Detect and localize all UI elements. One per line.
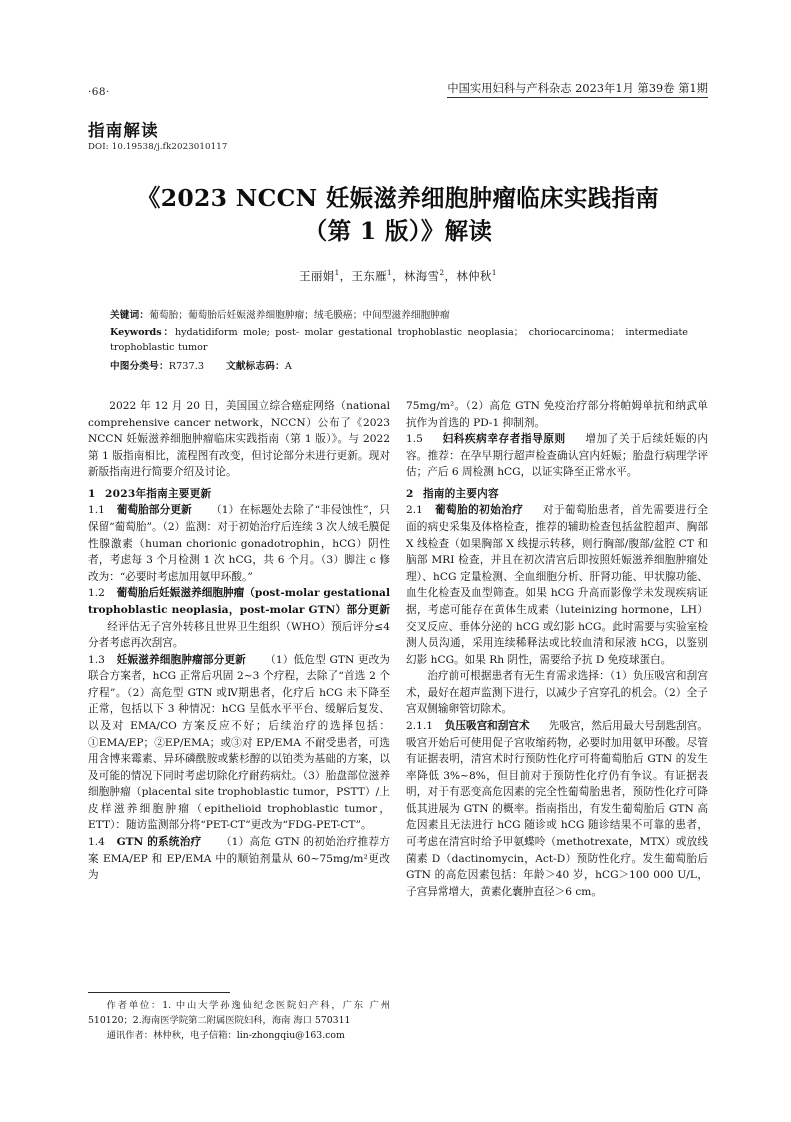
subsection-1-5-number: 1.5	[406, 433, 423, 446]
subsection-1-1-text: （1）在标题处去除了“非侵蚀性”，只保留“葡萄胎”。（2）监测：对于初始治疗后连续 3 次人绒毛膜促性腺激素（human chorionic gonadotrophin，hCG）阴性者，考虑每 3 个月检测 1 次 hCG，共 6 个月。（3）脚注 c 修改为：“必要时考虑加用氨甲环酸。”	[88, 504, 390, 583]
body-column-left	[88, 398, 390, 884]
subsection-1-2-text: 经评估无子宫外转移且世界卫生组织（WHO）预后评分≤4 分者考虑再次刮宫。	[88, 620, 390, 650]
subsection-1-5-title: 妇科疾病幸存者指导原则	[442, 433, 566, 446]
subsection-1-3-number: 1.3	[88, 653, 105, 666]
subsection-1-3-text: （1）低危型 GTN 更改为联合方案者，hCG 正常后巩固 2~3 个疗程，去除了“首选 2 个疗程”。（2）高危型 GTN 或Ⅳ期患者，化疗后 hCG 未下降至正常，包括以下 3 种情况：hCG 呈低水平平台、缓解后复发、以及对 EMA/CO 方案反应不好；后续治疗的选择包括：①EMA/EP；②EP/EMA；或③对 EP/EMA 不耐受患者，可选用含博来霉素、异环磷酰胺或紫杉醇的以铂类为基础的方案，以及可能的情况下同时考虑切除化疗耐药病灶。（3）胎盘部位滋养细胞肿瘤（placental site trophoblastic tumor，PSTT）/上皮样滋养细胞肿瘤（epithelioid trophoblastic tumor，ETT）：随访监测部分将“PET-CT”更改为“FDG-PET-CT”。	[88, 653, 390, 832]
corresponding-label: 通讯作者：	[106, 1030, 154, 1042]
subsection-1-5-text: 增加了关于后续妊娠的内容。推荐：在孕早期行超声检查确认宫内妊娠；胎盘行病理学评估；产后 6 周检测 hCG，以证实降至正常水平。	[406, 433, 708, 479]
page-folio: ·68·	[88, 86, 110, 98]
running-head	[88, 78, 708, 98]
subsection-1-1-title: 葡萄胎部分更新	[116, 504, 192, 517]
keywords-en-value: hydatidiform mole; post- molar gestational trophoblastic neoplasia； choriocarcinoma； intermediate trophoblastic tumor	[110, 326, 688, 354]
subsection-1-2-title: 葡萄胎后妊娠滋养细胞肿瘤（post-molar gestational trophoblastic neoplasia，post-molar GTN）部分更新	[88, 587, 390, 616]
subsection-1-1	[88, 502, 390, 585]
subsection-1-3	[88, 652, 390, 834]
subsection-1-5	[406, 431, 708, 481]
keywords-block	[110, 308, 688, 375]
heading-1-title: 2023年指南主要更新	[104, 487, 212, 500]
subsection-2-1-1-number: 2.1.1	[406, 719, 434, 732]
section-category: 指南解读	[88, 121, 159, 140]
corresponding-value: 林仲秋，电子信箱：lin-zhongqiu@163.com	[153, 1030, 345, 1042]
keywords-en-label: Keywords：	[110, 326, 175, 338]
subsection-1-4	[88, 834, 390, 884]
journal-citation-line: 中国实用妇科与产科杂志 2023年1月 第39卷 第1期	[447, 80, 708, 99]
subsection-2-1-paragraph-2: 治疗前可根据患者有无生育需求选择：（1）负压吸宫和刮宫术，最好在超声监测下进行，以减少子宫穿孔的机会。（2）全子宫双侧输卵管切除术。	[406, 670, 708, 716]
page-title	[88, 182, 708, 249]
body-column-right	[406, 398, 708, 900]
author-list: 王丽娟$^1$，王东雁$^1$，林海雪$^2$，林仲秋$^1$	[299, 268, 497, 283]
subsection-1-1-number: 1.1	[88, 504, 105, 517]
subsection-2-1	[406, 502, 708, 668]
doccode-value: A	[284, 360, 292, 372]
doccode-label: 文献标志码：	[226, 360, 285, 372]
subsection-1-3-title: 妊娠滋养细胞肿瘤部分更新	[116, 653, 246, 666]
subsection-2-1-1-title: 负压吸宫和刮宫术	[444, 719, 530, 732]
doi-text: DOI: 10.19538/j.fk2023010117	[88, 142, 228, 152]
subsection-2-1-title: 葡萄胎的初始治疗	[434, 504, 524, 517]
footnote-block	[88, 998, 390, 1043]
footnote-divider	[88, 992, 230, 993]
subsection-2-1-1-text: 先吸宫，然后用最大号刮匙刮宫。吸宫开始后可使用促子宫收缩药物，必要时加用氨甲环酸。尽管有证据表明，清宫术时行预防性化疗可将葡萄胎后 GTN 的发生率降低 3%~8%，但目前对于预防性化疗仍有争议。有证据表明，对于有恶变高危因素的完全性葡萄胎患者，预防性化疗可降低其进展为 GTN 的概率。指南指出，有发生葡萄胎后 GTN 高危因素且无法进行 hCG 随诊或 hCG 随诊结果不可靠的患者，可考虑在清宫时给予甲氨蝶呤（methotrexate，MTX）或放线菌素 D（dactinomycin，Act-D）预防性化疗。发生葡萄胎后 GTN 的高危因素包括：年龄＞40 岁，hCG＞100 000 U/L，子宫异常增大，黄素化囊肿直径＞6 cm。	[406, 719, 708, 898]
keywords-en-row	[110, 325, 688, 356]
heading-2-title: 指南的主要内容	[422, 487, 499, 500]
subsection-1-4-continued: 75mg/m²。（2）高危 GTN 免疫治疗部分将帕姆单抗和纳武单抗作为首选的 PD-1 抑制剂。	[406, 400, 708, 429]
subsection-1-4-title: GTN 的系统治疗	[116, 836, 202, 849]
title-line-2: （第 1 版）》解读	[303, 217, 493, 246]
clc-value: R737.3	[168, 360, 205, 372]
subsection-2-1-number: 2.1	[406, 504, 423, 517]
subsection-2-1-1	[406, 718, 708, 900]
heading-2-number: 2	[406, 487, 414, 500]
keywords-cn-label: 关键词：	[110, 310, 150, 321]
affiliation-label: 作者单位：	[106, 1000, 163, 1011]
title-line-1: 《2023 NCCN 妊娠滋养细胞肿瘤临床实践指南	[136, 184, 660, 212]
subsection-1-4-number: 1.4	[88, 836, 105, 849]
corresponding-author-line	[88, 1028, 390, 1043]
classification-row	[110, 359, 688, 375]
subsection-1-2-number: 1.2	[88, 587, 105, 600]
affiliation-line	[88, 998, 390, 1028]
heading-1-number: 1	[88, 487, 96, 500]
subsection-1-2	[88, 585, 390, 651]
keywords-cn-value: 葡萄胎；葡萄胎后妊娠滋养细胞肿瘤；绒毛膜癌；中间型滋养细胞肿瘤	[149, 310, 450, 321]
intro-paragraph: 2022 年 12 月 20 日，美国国立综合癌症网络（national comprehensive cancer network，NCCN）公布了《2023 NCCN 妊娠滋养细胞肿瘤临床实践指南（第 1 版）》。与 2022 第 1 版指南相比，流程图有改变，但讨论部分未进行更新。现对新版指南进行简要介绍及讨论。	[88, 400, 390, 479]
affiliation-value: 1. 中山大学孙逸仙纪念医院妇产科，广东 广州 510120；2.海南医学院第二附属医院妇科，海南 海口 570311	[88, 1000, 390, 1027]
subsection-2-1-text: 对于葡萄胎患者，首先需要进行全面的病史采集及体格检查，推荐的辅助检查包括盆腔超声、胸部 X 线检查（如果胸部 X 线提示转移，则行胸部/腹部/盆腔 CT 和脑部 MRI 检查，并且在初次清宫后即按照妊娠滋养细胞肿瘤处理）、hCG 定量检测、全血细胞分析、肝肾功能、甲状腺功能、血生化检查及血型筛查。如果 hCG 升高而影像学未发现疾病证据，考虑可能存在黄体生成素（luteinizing hormone，LH）交叉反应、垂体分泌的 hCG 或幻影 hCG。此时需要与实验室检测人员沟通，采用连续稀释法或比较血清和尿液 hCG，以鉴别幻影 hCG。如果 Rh 阴性，需要给予抗 D 免疫球蛋白。	[406, 504, 708, 666]
keywords-cn-row	[110, 308, 688, 324]
heading-1	[88, 486, 390, 503]
subsection-1-4-text: （1）高危 GTN 的初始治疗推荐方案 EMA/EP 和 EP/EMA 中的顺铂剂量从 60~75mg/m²更改为	[88, 836, 390, 882]
clc-label: 中图分类号：	[110, 360, 169, 372]
heading-2	[406, 486, 708, 503]
